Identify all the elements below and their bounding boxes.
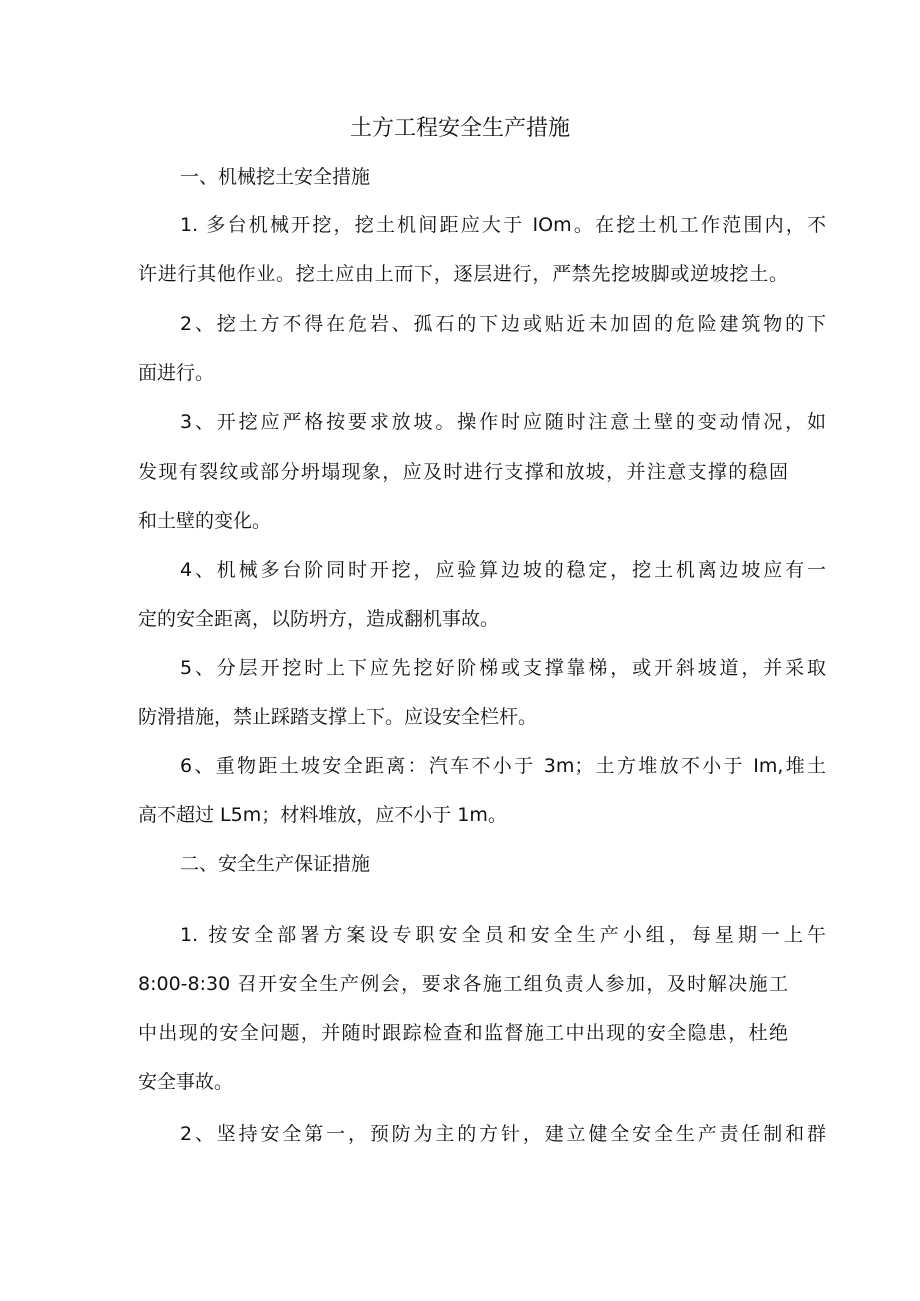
- paragraph-line: 高不超过 L5m；材料堆放，应不小于 1m。: [138, 804, 507, 826]
- paragraph-line: 面进行。: [138, 362, 215, 384]
- paragraph-line: 5、分层开挖时上下应先挖好阶梯或支撑靠梯，或开斜坡道，并采取: [180, 657, 826, 679]
- paragraph-line: 6、重物距土坡安全距离：汽车不小于 3m；土方堆放不小于 Im,堆土: [180, 755, 826, 777]
- paragraph-line: 发现有裂纹或部分坍塌现象，应及时进行支撑和放坡，并注意支撑的稳固: [138, 461, 788, 483]
- paragraph-line: 8:00-8:30 召开安全生产例会，要求各施工组负责人参加，及时解决施工: [138, 973, 788, 995]
- paragraph-line: 1. 按安全部署方案设专职安全员和安全生产小组，每星期一上午: [180, 924, 826, 946]
- section-heading-safety-guarantee: 二、安全生产保证措施: [180, 853, 371, 875]
- paragraph-line: 安全事故。: [138, 1071, 234, 1093]
- document-title: 土方工程安全生产措施: [349, 116, 570, 141]
- paragraph-line: 4、机械多台阶同时开挖，应验算边坡的稳定，挖土机离边坡应有一: [180, 559, 826, 581]
- paragraph-line: 和土壁的变化。: [138, 510, 272, 532]
- section-heading-machine-excavation: 一、机械挖土安全措施: [180, 166, 371, 188]
- paragraph-line: 许进行其他作业。挖土应由上而下，逐层进行，严禁先挖坡脚或逆坡挖土。: [138, 263, 788, 285]
- paragraph-line: 2、挖土方不得在危岩、孤石的下边或贴近未加固的危险建筑物的下: [180, 313, 826, 335]
- paragraph-line: 中出现的安全问题，并随时跟踪检查和监督施工中出现的安全隐患，杜绝: [138, 1022, 788, 1044]
- paragraph-line: 防滑措施，禁止踩踏支撑上下。应设安全栏杆。: [138, 706, 538, 728]
- paragraph-line: 2、坚持安全第一，预防为主的方针，建立健全安全生产责任制和群: [180, 1123, 826, 1145]
- paragraph-line: 3、开挖应严格按要求放坡。操作时应随时注意土壁的变动情况，如: [180, 411, 826, 433]
- paragraph-line: 定的安全距离，以防坍方，造成翻机事故。: [138, 608, 500, 630]
- paragraph-line: 1. 多台机械开挖，挖土机间距应大于 IOm。在挖土机工作范围内，不: [180, 214, 826, 236]
